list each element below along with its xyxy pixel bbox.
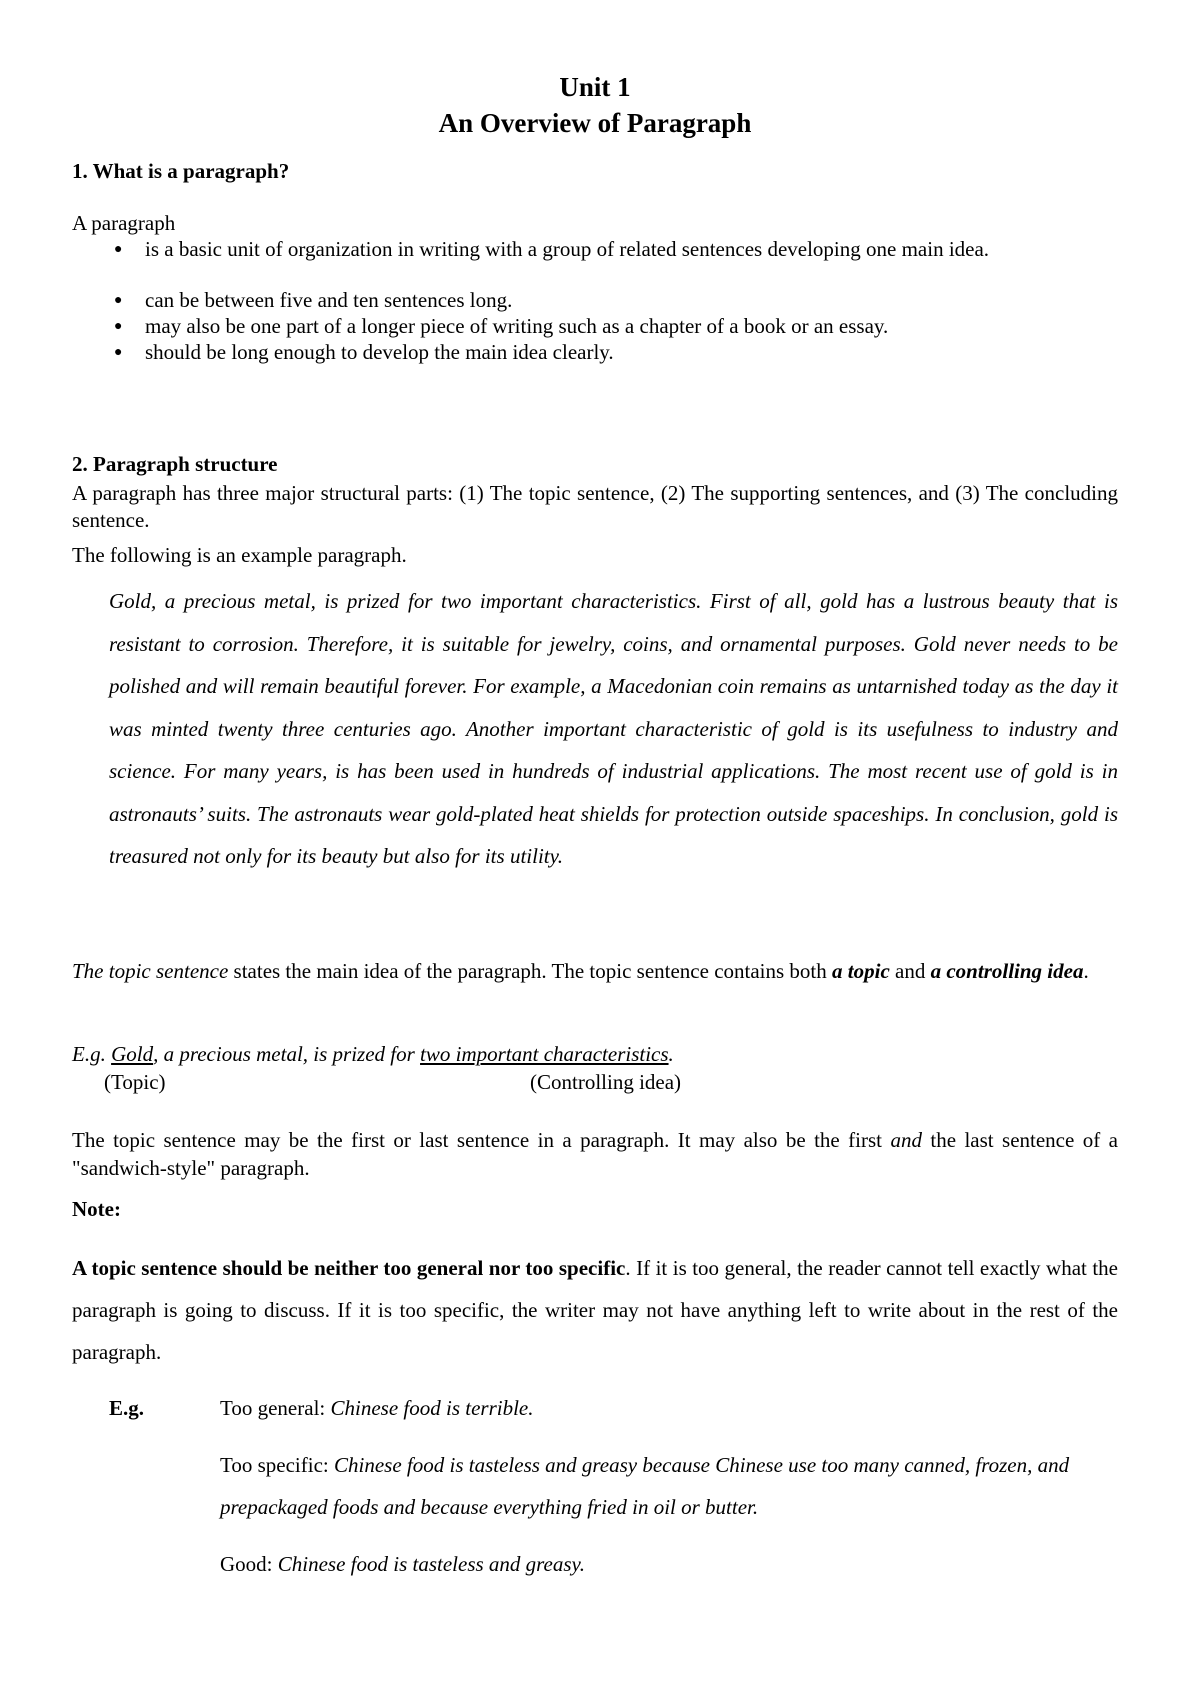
section2-heading: 2. Paragraph structure: [72, 452, 278, 476]
too-specific-text: Chinese food is tasteless and greasy because Chinese use too many canned, frozen, and prepackaged foods and because everything fried in oil or butter.: [220, 1453, 1070, 1519]
note-bold: A topic sentence should be neither too general nor too specific: [72, 1256, 626, 1280]
eg-middle: , a precious metal, is prized for: [153, 1042, 421, 1066]
good-label: Good:: [220, 1552, 278, 1576]
note-label: Note:: [72, 1197, 121, 1221]
note-rest: . If it is too general, the reader cannot tell exactly what the paragraph is going to discuss. If it is too specific, the writer may not have anything left to write about in the rest of the paragraph.: [72, 1256, 1118, 1364]
bullet-dot-icon: ●: [114, 319, 123, 334]
too-general-text: Chinese food is terrible.: [330, 1396, 534, 1420]
term-a: a: [930, 959, 942, 983]
list-item: can be between five and ten sentences long.: [145, 288, 513, 312]
eg-controlling: two important characteristics: [420, 1042, 669, 1066]
too-specific-label: Too specific:: [220, 1453, 334, 1477]
list-item: should be long enough to develop the main idea clearly.: [145, 340, 614, 364]
section1-intro: A paragraph: [72, 211, 176, 235]
note-paragraph: [72, 1247, 1118, 1373]
eg-prefix: E.g.: [72, 1042, 112, 1066]
eg-topic: Gold: [111, 1042, 154, 1066]
good-example: [220, 1552, 585, 1577]
too-general-label: Too general:: [220, 1396, 331, 1420]
definition-and: and: [889, 959, 931, 983]
position-text-1: The topic sentence may be the first or last sentence in a paragraph. It may also be the first: [72, 1128, 891, 1152]
topic-sentence-definition: [72, 957, 1118, 986]
list-item: is a basic unit of organization in writing with a group of related sentences developing one main idea.: [145, 237, 990, 261]
section1-heading: 1. What is a paragraph?: [72, 159, 290, 183]
page-title: An Overview of Paragraph: [438, 108, 752, 138]
list-item: may also be one part of a longer piece of writing such as a chapter of a book or an essay.: [145, 314, 889, 338]
too-general-example: [220, 1396, 534, 1421]
position-text-2: the last sentence of a "sandwich-style" paragraph.: [72, 1128, 1118, 1180]
definition-text: states the main idea of the paragraph. The topic sentence contains both: [228, 959, 833, 983]
topic-position-text: [72, 1126, 1118, 1182]
eg-label: E.g.: [109, 1396, 145, 1420]
structure-text: A paragraph has three major structural parts: (1) The topic sentence, (2) The supporting sentences, and (3) The concluding sentence.: [72, 481, 1118, 532]
definition-period: .: [1083, 959, 1089, 983]
term-topic-sentence: The topic sentence: [72, 959, 229, 983]
example-intro: The following is an example paragraph.: [72, 543, 407, 567]
bullet-dot-icon: ●: [114, 293, 123, 308]
term-controlling-idea: controlling idea: [946, 959, 1084, 983]
too-specific-example: [220, 1444, 1118, 1528]
example-topic-sentence: [72, 1042, 674, 1067]
label-topic: (Topic): [104, 1070, 166, 1094]
eg-end: .: [668, 1042, 674, 1066]
bullet-dot-icon: ●: [114, 345, 123, 360]
good-text: Chinese food is tasteless and greasy.: [277, 1552, 585, 1576]
label-controlling-idea: (Controlling idea): [530, 1070, 682, 1094]
term-a-topic: a topic: [832, 959, 890, 983]
example-paragraph: Gold, a precious metal, is prized for two important characteristics. First of all, gold has a lustrous beauty that is resistant to corrosion. Therefore, it is suitable for jewelry, coins, and ornamental purposes. Gold never needs to be polished and will remain beautiful forever. For example, a Macedonian coin remains as untarnished today as the day it was minted twenty three centuries ago. Another important characteristic of gold is its usefulness to industry and science. For many years, is has been used in hundreds of industrial applications. The most recent use of gold is in astronauts’ suits. The astronauts wear gold-plated heat shields for protection outside spaceships. In conclusion, gold is treasured not only for its beauty but also for its utility.: [109, 589, 1118, 868]
bullet-dot-icon: ●: [114, 242, 123, 257]
unit-heading: Unit 1: [559, 72, 631, 102]
position-and: and: [890, 1128, 922, 1152]
